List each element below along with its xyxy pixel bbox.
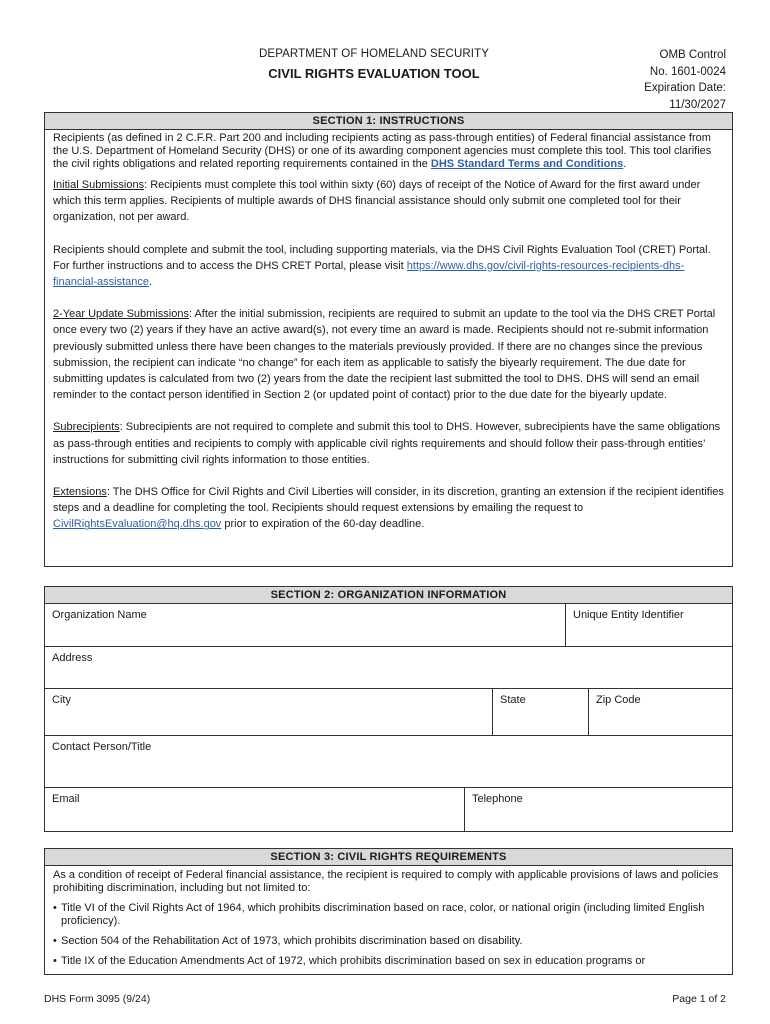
- city-field[interactable]: [45, 689, 492, 735]
- initial-submissions-label: Initial Submissions: [53, 179, 145, 191]
- list-item: • Section 504 of the Rehabilitation Act of 1973, which prohibits discrimination based on disability.: [53, 935, 724, 948]
- omb-line: 11/30/2027: [669, 98, 726, 111]
- intro-end: .: [623, 158, 627, 170]
- list-item: • Title VI of the Civil Rights Act of 1964, which prohibits discrimination based on race, color, or national origin (including limited English proficiency).: [53, 902, 724, 928]
- contact-person-label: Contact Person/Title: [52, 741, 152, 753]
- section-1-heading: SECTION 1: INSTRUCTIONS: [45, 113, 732, 130]
- subrecipients-label: Subrecipients: [53, 421, 120, 434]
- extensions-end: prior to expiration of the 60-day deadline.: [221, 518, 425, 531]
- section-2-heading: SECTION 2: ORGANIZATION INFORMATION: [45, 587, 732, 604]
- form-row: [45, 689, 732, 736]
- omb-line: Expiration Date:: [644, 82, 726, 94]
- form-row: [45, 647, 732, 689]
- organization-name-field[interactable]: [45, 604, 565, 646]
- state-field[interactable]: [492, 689, 588, 735]
- extensions-text: : The DHS Office for Civil Rights and Civil Liberties will consider, in its discretion, granting an extension if the recipient identifies steps and a deadline for completing the tool. Recipients should request extensions by emailing the request to: [53, 486, 724, 515]
- initial-submissions-text: : Recipients must complete this tool within sixty (60) days of receipt of the Notice of Award for the first award under which this term applies. Recipients of multiple awards of DHS financial assistance should only submit one completed tool for their organization, not per award.: [53, 179, 701, 224]
- portal-text: Recipients should complete and submit the tool, including supporting materials, via the DHS Civil Rights Evaluation Tool (CRET) Portal. For further instructions and to access the DHS CRET Portal, please visit: [53, 243, 711, 272]
- form-row: [45, 788, 732, 832]
- intro-paragraph: [53, 132, 724, 171]
- department-name: DEPARTMENT OF HOMELAND SECURITY: [259, 48, 489, 60]
- terms-link[interactable]: DHS Standard Terms and Conditions: [430, 158, 624, 170]
- organization-name-label: Organization Name: [52, 609, 147, 621]
- uei-label: Unique Entity Identifier: [573, 609, 684, 621]
- form-row: [45, 604, 732, 647]
- omb-line: OMB Control: [659, 49, 726, 61]
- page-number: Page 1 of 2: [672, 993, 726, 1005]
- city-label: City: [52, 694, 71, 706]
- email-label: Email: [52, 793, 80, 805]
- intro-text: Recipients (as defined in 2 C.F.R. Part 200 and including recipients acting as pass-through entities) of Federal financial assistance from the U.S. Department of Homeland Security (DHS) or one of its awarding component agencies must complete this tool. This tool clarifies the civil rights obligations and related reporting requirements contained in the: [53, 132, 712, 170]
- portal-paragraph: [53, 242, 724, 291]
- email-field[interactable]: [45, 788, 464, 832]
- cret-portal-link[interactable]: https://www.dhs.gov/civil-rights-resources-recipients-dhs-financial-assistance: [53, 259, 685, 289]
- zip-code-field[interactable]: [588, 689, 732, 735]
- telephone-label: Telephone: [472, 793, 523, 805]
- update-paragraph: [53, 306, 724, 403]
- subrecipients-paragraph: [53, 419, 724, 468]
- section-2-organization: [44, 586, 733, 832]
- omb-line: No. 1601-0024: [649, 65, 726, 78]
- address-label: Address: [52, 652, 93, 664]
- section-1-instructions: [44, 112, 733, 567]
- address-field[interactable]: [45, 647, 732, 688]
- uei-field[interactable]: [565, 604, 732, 646]
- zip-code-label: Zip Code: [596, 694, 641, 706]
- extensions-paragraph: [53, 484, 724, 533]
- update-text: : After the initial submission, recipients are required to submit an update to the tool via the DHS CRET Portal once every two (2) years if they have an active award(s), not every time an award is made. Recipients should not re-submit information previously submitted unless there have been changes to the materials previously provided. If there are no changes since the previous submission, the recipient can indicate “no change” for each item as applicable to satisfy the biyearly requirement. The due date for submitting updates is calculated from two (2) years from the date the recipient last submitted the tool to DHS. DHS will send an email reminder to the contact person identified in Section 2 (or updated point of contact) prior to the due date for the biyearly update.: [53, 308, 716, 402]
- form-row: [45, 736, 732, 788]
- telephone-field[interactable]: [464, 788, 732, 832]
- form-number: DHS Form 3095 (9/24): [44, 993, 151, 1005]
- requirements-list: [53, 902, 724, 968]
- section-3-requirements: [44, 848, 733, 975]
- portal-end: .: [149, 276, 153, 289]
- update-label: 2-Year Update Submissions: [53, 308, 189, 321]
- list-item: • Title IX of the Education Amendments Act of 1972, which prohibits discrimination based on sex in education programs or: [53, 955, 724, 968]
- initial-submissions-paragraph: [53, 177, 724, 226]
- omb-control-block: [644, 47, 726, 113]
- extensions-label: Extensions: [53, 486, 107, 499]
- section-3-heading: SECTION 3: CIVIL RIGHTS REQUIREMENTS: [45, 849, 732, 866]
- subrecipients-text: : Subrecipients are not required to complete and submit this tool to DHS. However, subrecipients have the same obligations as pass-through entities and recipients to comply with applicable civil rights requirements and should follow their pass-through entities’ instructions for submitting civil rights information to those entities.: [53, 421, 721, 466]
- contact-person-field[interactable]: [45, 736, 732, 787]
- email-link[interactable]: CivilRightsEvaluation@hq.dhs.gov: [53, 518, 222, 531]
- state-label: State: [500, 694, 526, 706]
- form-title: CIVIL RIGHTS EVALUATION TOOL: [268, 66, 480, 81]
- requirements-intro: As a condition of receipt of Federal financial assistance, the recipient is required to comply with applicable provisions of laws and policies prohibiting discrimination, including but not limited to:: [53, 869, 719, 894]
